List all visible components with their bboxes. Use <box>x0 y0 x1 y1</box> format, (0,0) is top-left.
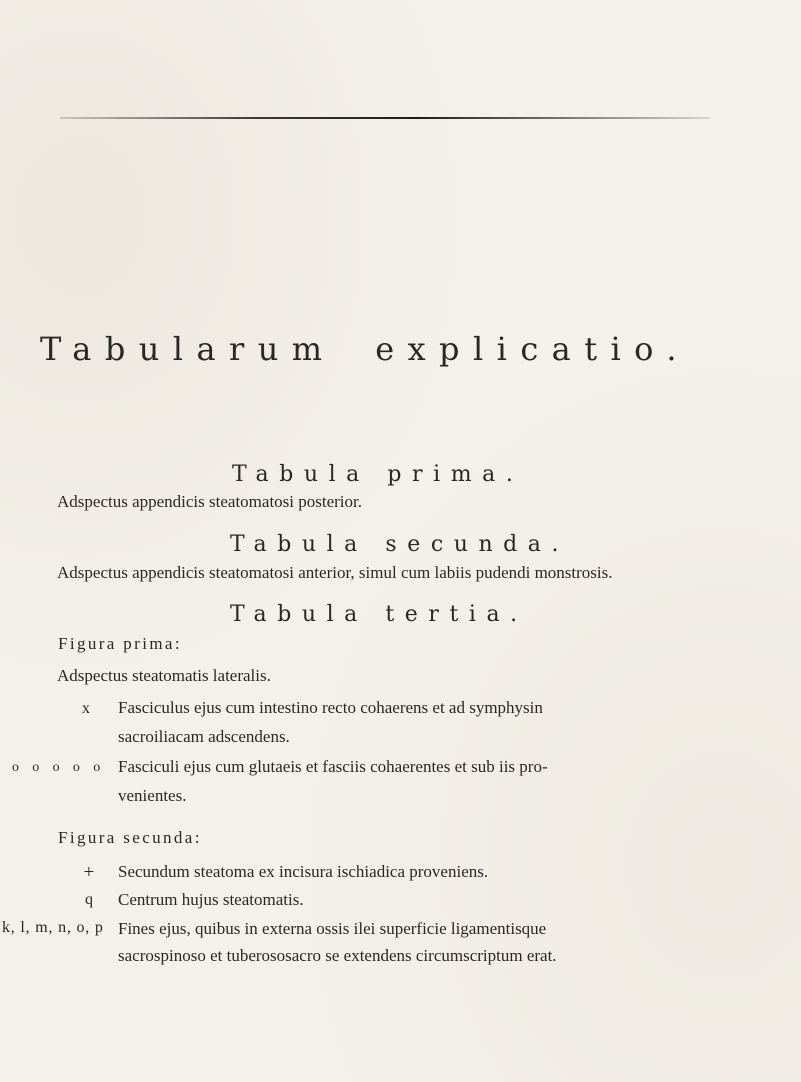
main-title-word-2: explicatio. <box>375 330 690 368</box>
main-title <box>40 330 690 368</box>
legend-line: venientes. <box>118 786 187 805</box>
tabula-secunda-desc: Adspectus appendicis steatomatosi anterior, simul cum labiis pudendi monstrosis. <box>57 563 613 582</box>
tabula-prima-title: Tabula prima. <box>232 462 524 487</box>
legend-line: sacroiliacam adscendens. <box>118 727 290 746</box>
top-rule <box>60 117 710 119</box>
legend-line: Fines ejus, quibus in externa ossis ilei superficie ligamentisque <box>118 919 547 938</box>
main-title-word-1: Tabularum <box>40 330 336 368</box>
legend-key-klmnop: k, l, m, n, o, p <box>2 919 104 936</box>
tabula-tertia-title: Tabula tertia. <box>230 602 528 627</box>
figura-prima-desc: Adspectus steatomatis lateralis. <box>57 666 271 685</box>
legend-line: Fasciculi ejus cum glutaeis et fasciis cohaerentes et sub iis pro- <box>118 757 548 776</box>
legend-key-ooooo: o o o o o <box>12 760 106 775</box>
legend-key-q: q <box>85 891 95 908</box>
legend-line: Centrum hujus steatomatis. <box>118 890 304 909</box>
figura-secunda-label: Figura secunda: <box>58 828 202 847</box>
tabula-secunda-title: Tabula secunda. <box>230 532 570 557</box>
legend-line: sacrospinoso et tuberososacro se extendens circumscriptum erat. <box>118 946 557 965</box>
tabula-prima-desc: Adspectus appendicis steatomatosi posterior. <box>57 492 362 511</box>
legend-key-x: x <box>82 700 92 717</box>
legend-line: Secundum steatoma ex incisura ischiadica proveniens. <box>118 862 489 881</box>
figura-prima-label: Figura prima: <box>58 634 182 653</box>
legend-key-plus: + <box>83 862 97 883</box>
legend-line: Fasciculus ejus cum intestino recto cohaerens et ad symphysin <box>118 698 543 717</box>
